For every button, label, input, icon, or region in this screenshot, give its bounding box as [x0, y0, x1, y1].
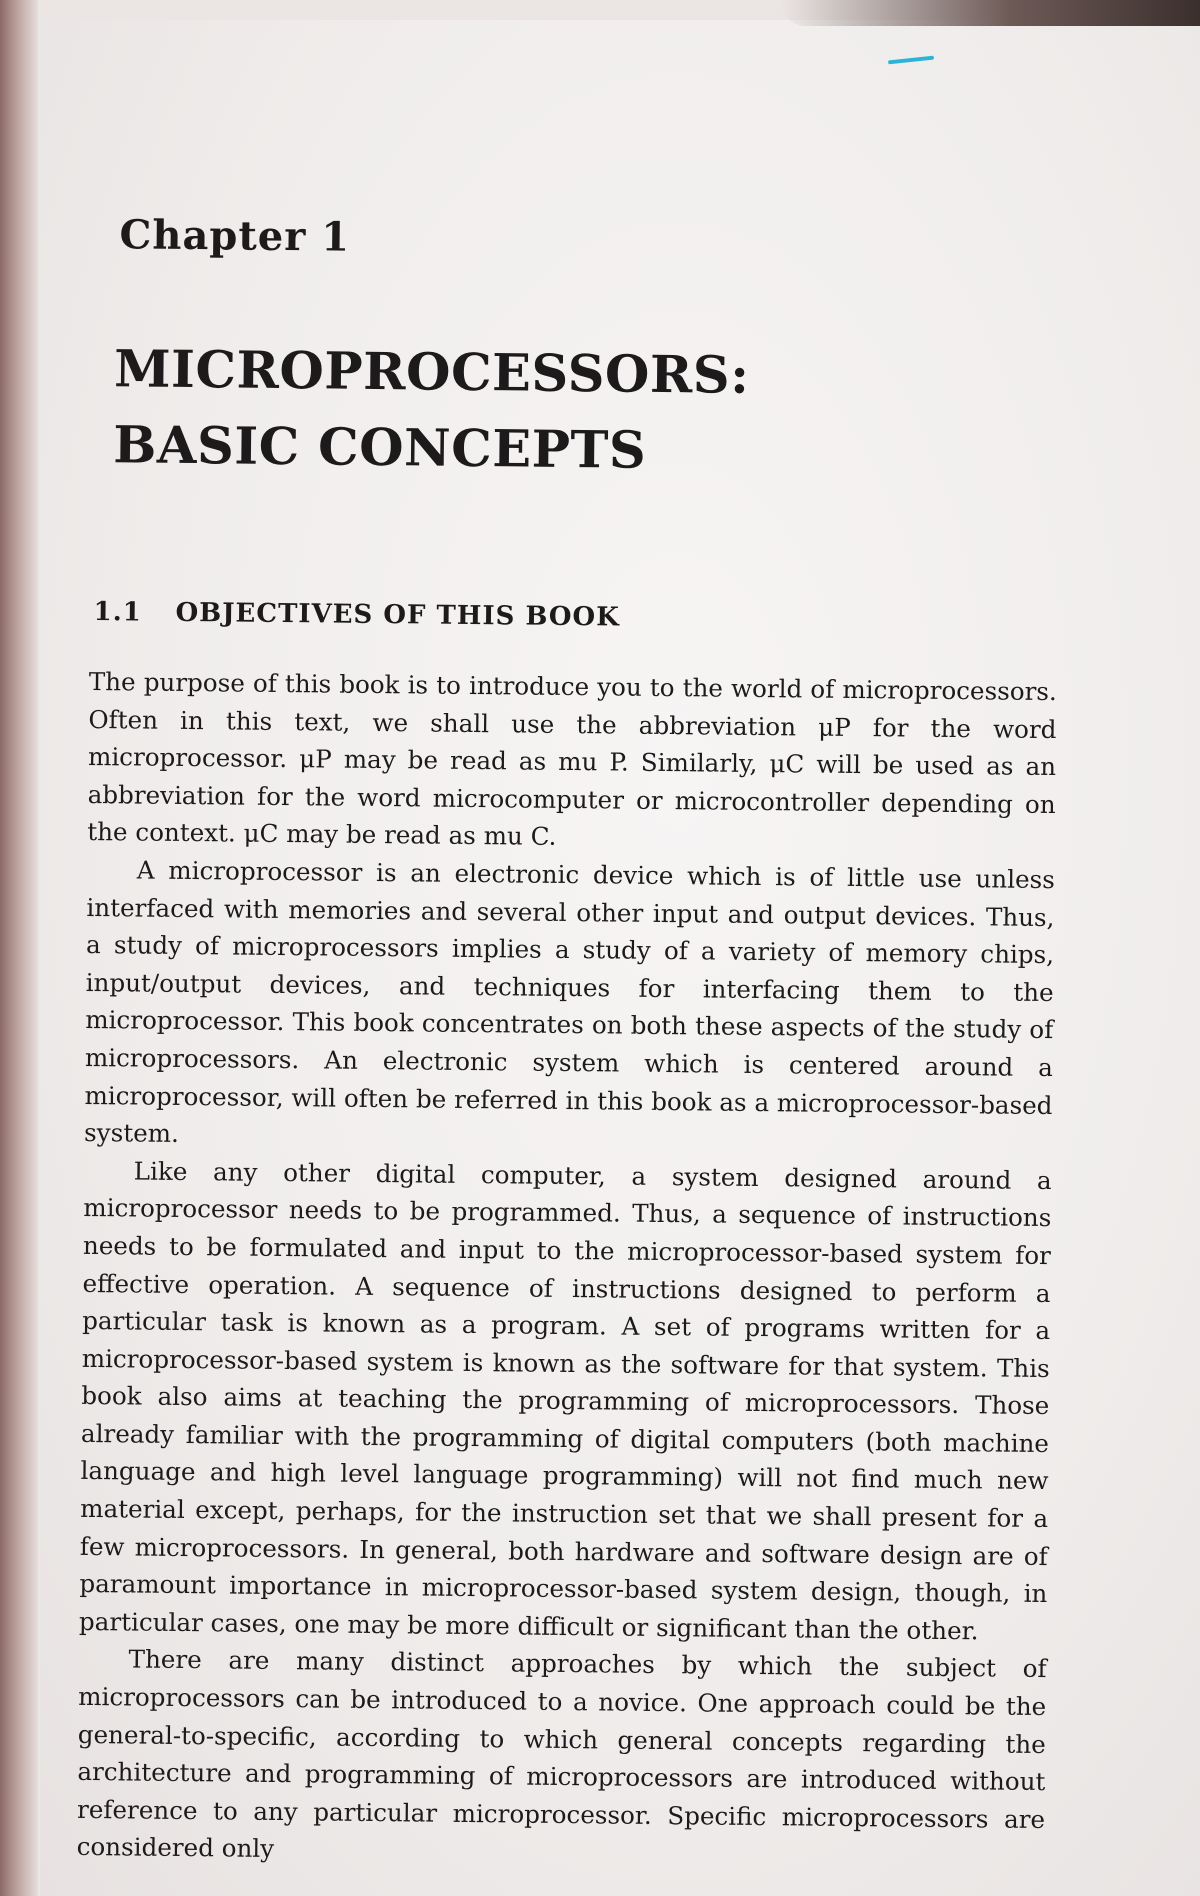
paragraph-1: The purpose of this book is to introduce you to the world of microprocessors. Often in this text, we shall use the abbreviation μP for the word microprocessor. μP may be read as mu P. Similarly, μC will be used as an abbreviation for the word microcomputer or microcontroller depending on the context. μC may be read as mu C. — [87, 666, 1057, 852]
chapter-label: Chapter 1 — [119, 211, 351, 261]
chapter-title-line-2: BASIC CONCEPTS — [113, 415, 647, 481]
chapter-title-line-1: MICROPROCESSORS: — [113, 339, 750, 406]
section-heading — [93, 597, 619, 633]
paragraph-3: Like any other digital computer, a system designed around a microprocessor needs to be programmed. Thus, a sequence of instructions needs to be formulated and input to the microprocessor-based system for effective operation. A sequence of instructions designed to perform a particular task is known as a program. A set of programs written for a microprocessor-based system is known as the software for that system. This book also aims at teaching the programming of microprocessors. Those already familiar with the programming of digital computers (both machine language and high level language programming) will not find much new material except, perhaps, for the instruction set that we shall present for a few microprocessors. In general, both hardware and software design are of paramount importance in microprocessor-based system design, though, in particular cases, one may be more difficult or significant than the other. — [78, 1156, 1052, 1646]
paragraph-2: A microprocessor is an electronic device which is of little use unless interfaced with memories and several other input and output devices. Thus, a study of microprocessors implies a study of a variety of memory chips, input/output devices, and techniques for interfacing them to the microprocessor. This book concentrates on both these aspects of the study of microprocessors. An electronic system which is centered around a microprocessor, will often be referred in this book as a microprocessor-based system. — [83, 855, 1055, 1149]
section-number: 1.1 — [93, 597, 142, 628]
body-text — [76, 663, 1057, 1876]
paragraph-4: There are many distinct approaches by which the subject of microprocessors can be introduced to a novice. One approach could be the general-to-specific, according to which general concepts regarding the architecture and programming of microprocessors are introduced without reference to any particular microprocessor. Specific microprocessors are considered only — [76, 1644, 1047, 1864]
section-title: OBJECTIVES OF THIS BOOK — [175, 597, 620, 633]
chapter-title — [113, 331, 750, 490]
